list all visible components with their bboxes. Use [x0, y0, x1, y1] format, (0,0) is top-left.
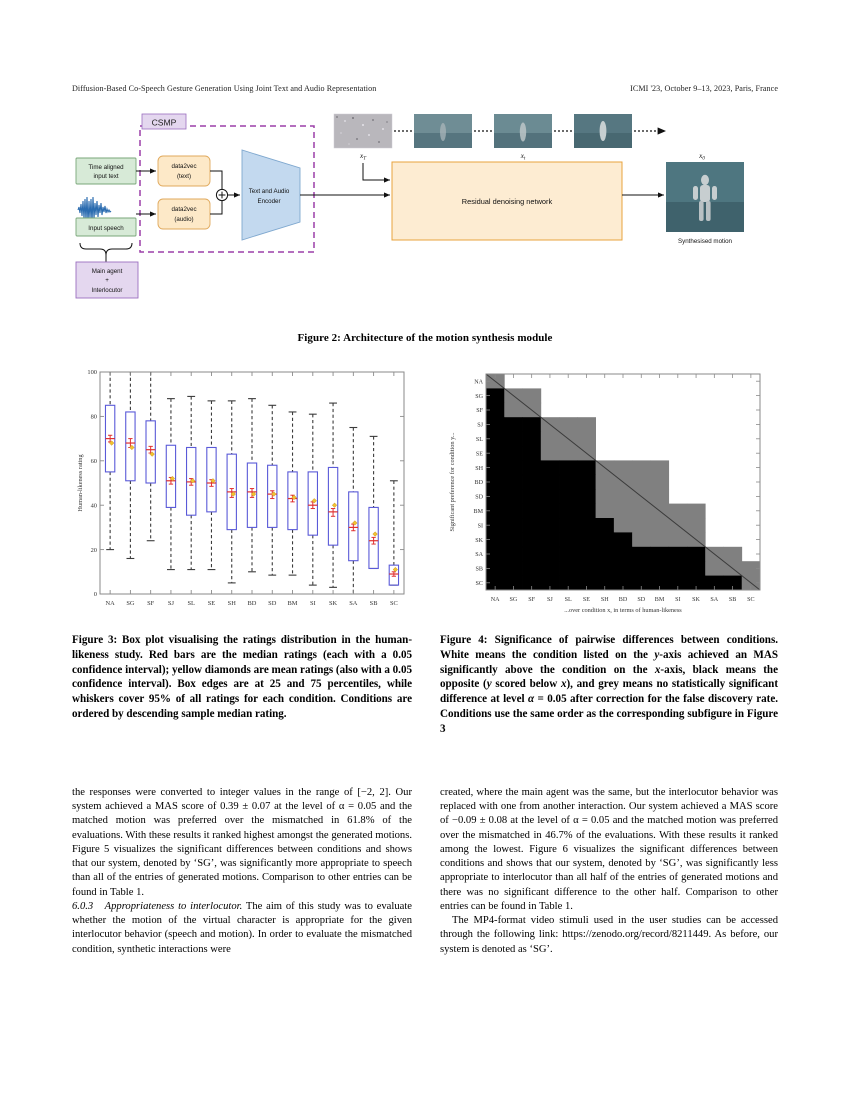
matrix-cell [504, 504, 523, 519]
matrix-cell [577, 518, 596, 533]
matrix-cell [669, 561, 688, 576]
boxplot-xtick-SK: SK [328, 600, 338, 607]
matrix-cell [523, 475, 542, 490]
boxplot-box-SH [227, 401, 236, 583]
matrix-cell [577, 475, 596, 490]
matrix-cell [614, 460, 633, 475]
matrix-cell [687, 547, 706, 562]
node-data2vec-text [158, 156, 210, 186]
encoder-line2: Encoder [257, 198, 281, 205]
matrix-xtick-SL: SL [564, 597, 572, 603]
boxplot-box-SJ [166, 399, 175, 570]
matrix-cell [632, 460, 651, 475]
boxplot-box-SE [207, 401, 216, 570]
diffusion-frame-mid3 [574, 114, 632, 148]
node-input-speech [76, 218, 136, 236]
matrix-cell [650, 561, 669, 576]
main-agent-line2: + [105, 277, 109, 284]
matrix-cell [596, 561, 615, 576]
section-title: Appropriateness to interlocutor. [104, 900, 243, 912]
matrix-cell [541, 475, 560, 490]
paragraph-left-1: the responses were converted to integer values in the range of [−2, 2]. Our system achieved a MAS score of 0.39 ± 0.07 at the level of α = 0.05 and the matched motion was preferred over the mismatched in 61.8% of the evaluations. With these results it ranked highest amongst the generated motions. Figure 5 visualizes the significant differences between conditions and shows that our system, denoted by ‘SG’, was significantly more appropriate to speech than all of the entries of generated motions. Comparison to other entries can be found in Table 1. [72, 787, 412, 898]
label-x-t: $x_t$ [520, 152, 526, 162]
boxplot-xtick-NA: NA [105, 600, 115, 607]
matrix-cell [541, 446, 560, 461]
matrix-cell [687, 561, 706, 576]
matrix-cell [559, 532, 578, 547]
body-column-right [440, 786, 778, 957]
matrix-cell [596, 504, 615, 519]
matrix-ytick-BD: BD [474, 480, 483, 487]
matrix-xtick-NA: NA [490, 597, 500, 603]
matrix-cell [614, 489, 633, 504]
matrix-cell [559, 475, 578, 490]
node-data2vec-audio [158, 199, 210, 229]
matrix-cell [596, 489, 615, 504]
matrix-ytick-SK: SK [475, 537, 483, 544]
matrix-cell [577, 504, 596, 519]
matrix-cell [504, 432, 523, 447]
boxplot-xtick-SB: SB [369, 600, 378, 607]
matrix-cell [632, 475, 651, 490]
text-input-line2: input text [93, 173, 119, 180]
matrix-cell [504, 403, 523, 418]
matrix-cell [504, 446, 523, 461]
sum-operator-icon [216, 189, 227, 200]
csmp-label: CSMP [151, 117, 177, 128]
matrix-cell [669, 532, 688, 547]
matrix-cell [632, 504, 651, 519]
boxplot-xtick-SD: SD [268, 600, 277, 607]
matrix-cell [504, 460, 523, 475]
matrix-cell [523, 432, 542, 447]
data2vec-audio-line1: data2vec [171, 206, 197, 213]
csmp-label-box [142, 114, 186, 129]
data2vec-text-line1: data2vec [171, 163, 197, 170]
matrix-cell [632, 518, 651, 533]
boxplot-xtick-BD: BD [247, 600, 257, 607]
node-time-aligned-input-text [76, 158, 136, 184]
matrix-cell [523, 532, 542, 547]
matrix-cell [723, 547, 742, 562]
matrix-cell [632, 561, 651, 576]
matrix-cell [650, 532, 669, 547]
matrix-cell [577, 460, 596, 475]
node-text-audio-encoder [242, 150, 300, 240]
input-brace [80, 243, 132, 262]
matrix-cell [541, 532, 560, 547]
matrix-ytick-BM: BM [473, 509, 483, 515]
figure4-caption: Figure 4: Significance of pairwise differences between conditions. White means the condition listed on the y-axis achieved an MAS significantly above the condition on the x-axis, black means the opposite (y scored below x), and grey means no statistically significant difference at level α = 0.05 after correction for the false discovery rate. Conditions use the same order as the corresponding subfigure in Figure 3 [440, 634, 779, 735]
matrix-cell [650, 460, 669, 475]
matrix-cell [559, 460, 578, 475]
matrix-cell [687, 504, 706, 519]
matrix-cell [596, 532, 615, 547]
matrix-xlabel: ...over condition x, in terms of human-likeness [564, 607, 682, 614]
boxplot-xtick-SG: SG [126, 600, 135, 607]
matrix-xtick-BD: BD [618, 597, 628, 603]
matrix-cell [504, 532, 523, 547]
matrix-cell [596, 518, 615, 533]
running-head-left: Diffusion-Based Co-Speech Gesture Generation Using Joint Text and Audio Representation [72, 84, 377, 93]
label-x-T: $x_T$ [360, 152, 366, 162]
matrix-cell [523, 417, 542, 432]
matrix-ytick-SC: SC [475, 581, 483, 587]
matrix-xtick-SF: SF [528, 597, 536, 603]
figure3-caption: Figure 3: Box plot visualising the ratings distribution in the human-likeness study. Red bars are the median ratings (each with a 0.05 confidence interval); yellow diamonds are mean ratings (also with a 0.05 confidence interval). Box edges are at 25 and 75 percentiles, while whiskers cover 95% of all ratings for each condition. Conditions are ordered by descending sample median rating. [72, 634, 412, 720]
matrix-xtick-BM: BM [654, 597, 665, 603]
matrix-xtick-SA: SA [710, 597, 719, 603]
boxplot-box-SK [328, 403, 337, 587]
matrix-cell [541, 518, 560, 533]
body-column-left [72, 786, 412, 957]
boxplot-ylabel: Human-likeness rating [77, 454, 84, 512]
node-main-agent-interlocutor [76, 262, 138, 298]
boxplot-box-SL [187, 396, 196, 569]
matrix-xtick-SD: SD [637, 597, 646, 603]
matrix-cell [614, 547, 633, 562]
boxplot-xtick-SC: SC [389, 600, 398, 607]
matrix-cell [559, 547, 578, 562]
matrix-cell [705, 561, 724, 576]
synthesised-motion-label: Synthesised motion [678, 238, 732, 245]
boxplot-xtick-SL: SL [187, 600, 195, 607]
section-number: 6.0.3 [72, 900, 94, 912]
text-input-line1: Time aligned [88, 164, 124, 171]
matrix-cell [577, 561, 596, 576]
matrix-cell [523, 460, 542, 475]
matrix-cell [523, 446, 542, 461]
matrix-cell [523, 388, 542, 403]
matrix-cell [687, 518, 706, 533]
input-speech-label: Input speech [88, 225, 124, 232]
matrix-ytick-SE: SE [475, 451, 483, 458]
matrix-cell [541, 561, 560, 576]
matrix-ytick-SG: SG [475, 393, 483, 400]
running-head-right: ICMI '23, October 9–13, 2023, Paris, France [630, 84, 778, 93]
figure3-boxplot [72, 366, 412, 624]
matrix-cell [559, 417, 578, 432]
matrix-cell [523, 504, 542, 519]
matrix-cell [559, 561, 578, 576]
boxplot-box-SB [369, 436, 378, 568]
paragraph-left-2: The aim of this study was to evaluate whether the motion of the virtual character is appropriate for the given interlocutor behavior (speech and motion). In order to evaluate the mismatched condition, synthetic interactions were [72, 900, 412, 955]
matrix-cell [614, 561, 633, 576]
main-agent-line3: Interlocutor [91, 287, 123, 294]
boxplot-box-SC [389, 481, 398, 585]
boxplot-xtick-BM: BM [287, 600, 298, 607]
boxplot-box-SA [349, 428, 358, 593]
boxplot-ytick: 40 [90, 502, 97, 510]
matrix-cell [650, 518, 669, 533]
label-x-0: $x_0$ [699, 152, 705, 162]
matrix-xtick-SI: SI [675, 597, 681, 603]
matrix-cell [650, 547, 669, 562]
matrix-cell [632, 547, 651, 562]
diffusion-frame-mid1 [414, 114, 472, 148]
matrix-cell [504, 547, 523, 562]
matrix-cell [504, 489, 523, 504]
matrix-cell [650, 475, 669, 490]
node-residual-denoising-network [392, 162, 622, 240]
figure4-significance-matrix [440, 366, 778, 624]
boxplot-ytick: 100 [87, 369, 97, 377]
matrix-ytick-SA: SA [475, 552, 483, 559]
matrix-cell [596, 475, 615, 490]
matrix-cell [523, 547, 542, 562]
matrix-ytick-SH: SH [475, 465, 483, 472]
paragraph-right-2: The MP4-format video stimuli used in the user studies can be accessed through the following link: https://zenodo.org/record/8211449. As before, our system is denoted as ‘SG’. [440, 915, 778, 955]
boxplot-box-BM [288, 412, 297, 575]
figure2-architecture-diagram [72, 110, 778, 325]
matrix-cell [541, 547, 560, 562]
matrix-cell [577, 417, 596, 432]
denoiser-label: Residual denoising network [461, 197, 553, 206]
boxplot-ytick: 0 [93, 591, 97, 599]
matrix-cell [504, 518, 523, 533]
matrix-cell [541, 504, 560, 519]
matrix-cell [596, 547, 615, 562]
boxplot-xtick-SA: SA [349, 600, 358, 607]
boxplot-ytick: 80 [90, 413, 97, 421]
section-heading-6-0-3 [72, 900, 412, 957]
matrix-cell [577, 532, 596, 547]
matrix-xtick-SC: SC [747, 597, 755, 603]
matrix-cell [559, 446, 578, 461]
matrix-cell [523, 561, 542, 576]
paragraph-right-1: created, where the main agent was the same, but the interlocutor behavior was replaced with one from another interaction. Our system achieved a MAS score of −0.09 ± 0.08 at the level of α = 0.05 and the matched motion was preferred over the mismatched in 46.7% of the evaluations. With these results it ranked among the lowest. Figure 6 visualizes the significant differences between conditions and shows that our system, denoted by ‘SG’, was significantly less appropriate to interlocutor than all half of the entries of generated motions and there was no significant difference to the other half. Comparison to other entries can be found in Table 1. [440, 787, 778, 912]
boxplot-xtick-SI: SI [309, 600, 316, 607]
matrix-cell [504, 475, 523, 490]
diffusion-frame-noise [334, 114, 392, 148]
matrix-xtick-SK: SK [692, 597, 700, 603]
matrix-ytick-SJ: SJ [477, 422, 483, 429]
matrix-cell [577, 489, 596, 504]
boxplot-ytick: 20 [90, 546, 97, 554]
boxplot-ytick: 60 [90, 458, 97, 465]
matrix-cell [577, 547, 596, 562]
boxplot-xtick-SJ: SJ [167, 600, 174, 607]
main-agent-line1: Main agent [91, 268, 123, 275]
figure2-caption: Figure 2: Architecture of the motion synthesis module [297, 332, 553, 344]
matrix-ytick-NA: NA [474, 379, 483, 386]
matrix-cell [669, 504, 688, 519]
matrix-cell [669, 547, 688, 562]
matrix-cell [559, 518, 578, 533]
figures-row [72, 366, 778, 628]
matrix-cell [559, 504, 578, 519]
matrix-xtick-SE: SE [582, 597, 591, 603]
matrix-cell [559, 489, 578, 504]
boxplot-xtick-SH: SH [227, 600, 236, 607]
data2vec-audio-line2: (audio) [174, 216, 194, 223]
matrix-cell [650, 489, 669, 504]
boxplot-box-NA [105, 372, 114, 550]
matrix-xtick-SH: SH [600, 597, 609, 603]
matrix-ytick-SL: SL [475, 437, 483, 443]
matrix-cell [523, 489, 542, 504]
boxplot-xtick-SE: SE [207, 600, 216, 607]
matrix-cell [504, 417, 523, 432]
matrix-cell [632, 532, 651, 547]
matrix-ytick-SF: SF [476, 408, 483, 415]
boxplot-box-SI [308, 414, 317, 585]
data2vec-text-line2: (text) [176, 173, 192, 180]
boxplot-box-SF [146, 372, 155, 541]
matrix-xtick-SG: SG [509, 597, 518, 603]
matrix-cell [541, 460, 560, 475]
matrix-cell [577, 432, 596, 447]
boxplot-box-SG [126, 372, 135, 558]
matrix-cell [614, 504, 633, 519]
boxplot-box-BD [247, 399, 256, 572]
diffusion-frame-mid2 [494, 114, 552, 148]
matrix-xtick-SJ: SJ [547, 597, 553, 603]
encoder-line1: Text and Audio [248, 188, 290, 195]
matrix-cell [541, 432, 560, 447]
matrix-xtick-SB: SB [728, 597, 737, 603]
matrix-cell [614, 518, 633, 533]
boxplot-xtick-SF: SF [147, 600, 155, 607]
running-head [72, 84, 778, 93]
matrix-ytick-SI: SI [477, 523, 483, 530]
matrix-ytick-SB: SB [475, 566, 483, 573]
matrix-ytick-SD: SD [475, 494, 483, 501]
matrix-cell [504, 561, 523, 576]
matrix-ylabel: Significant preference for condition y... [449, 432, 456, 532]
synthesised-motion-frame [666, 162, 744, 245]
boxplot-box-SD [268, 405, 277, 575]
matrix-cell [614, 532, 633, 547]
matrix-cell [523, 518, 542, 533]
matrix-cell [541, 489, 560, 504]
